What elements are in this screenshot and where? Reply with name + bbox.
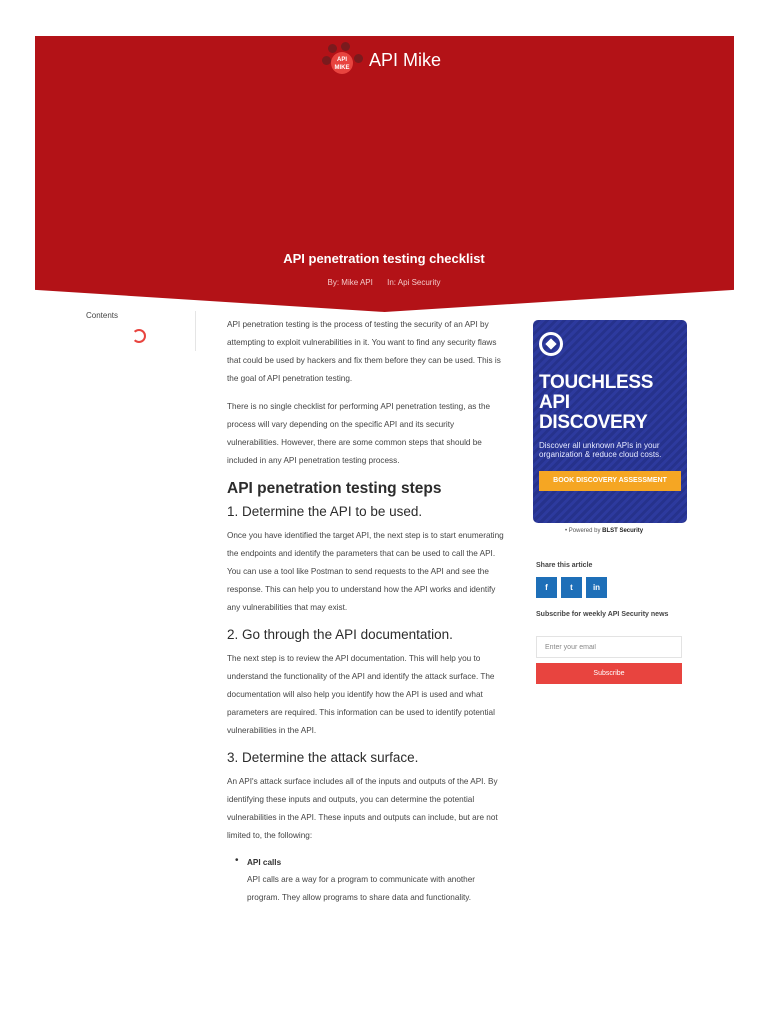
page-title: API penetration testing checklist: [283, 251, 485, 266]
step-heading: 1. Determine the API to be used.: [227, 504, 423, 519]
ad-headline-line: TOUCHLESS: [539, 372, 654, 393]
toc-title: Contents: [86, 311, 119, 320]
post-author[interactable]: By: Mike API: [327, 278, 373, 287]
list-item: [235, 855, 505, 907]
logo-dot-icon: [322, 56, 331, 65]
facebook-icon: f: [545, 583, 548, 592]
logo-dot-icon: [341, 42, 350, 51]
step-heading: 3. Determine the attack surface.: [227, 750, 419, 765]
ad-headline-line: API: [539, 392, 570, 413]
twitter-icon: t: [570, 583, 573, 592]
article-paragraph: API penetration testing is the process of testing the security of an API by attempting to exploit vulnerabilities in it. You want to find any security flaws that could be used by hackers and fix them before they can be used. This is the goal of API penetration testing.: [227, 320, 501, 383]
blst-logo-icon: [539, 332, 563, 356]
article-body: [227, 316, 505, 907]
book-assessment-button[interactable]: BOOK DISCOVERY ASSESSMENT: [539, 471, 681, 491]
subscribe-title: Subscribe for weekly API Security news: [536, 611, 669, 618]
article-paragraph: An API's attack surface includes all of the inputs and outputs of the API. By identifying these inputs and outputs, you can determine the potential vulnerabilities in the API. These inputs and outputs can include, but are not limited to, the following:: [227, 777, 498, 840]
logo-dot-icon: [354, 54, 363, 63]
loading-spinner-icon: [132, 329, 146, 343]
logo-badge: API MIKE: [331, 52, 353, 74]
linkedin-share-button[interactable]: [586, 577, 607, 598]
ad-headline-line: DISCOVERY: [539, 412, 648, 433]
linkedin-icon: in: [592, 583, 601, 592]
ad-powered-by: [565, 528, 643, 534]
twitter-share-button[interactable]: [561, 577, 582, 598]
article-paragraph: There is no single checklist for performing API penetration testing, as the process will vary depending on the specific API and its security vulnerabilities. However, there are some common steps that should be included in any API penetration testing process.: [227, 402, 491, 465]
logo-dot-icon: [328, 44, 337, 53]
share-buttons: [536, 577, 607, 598]
email-field[interactable]: [536, 636, 682, 658]
powered-prefix: • Powered by: [565, 528, 601, 534]
share-title: Share this article: [536, 562, 593, 569]
list-item-text: API calls are a way for a program to communicate with another program. They allow programs to share data and functionality.: [247, 875, 475, 902]
table-of-contents: [86, 311, 196, 351]
site-brand[interactable]: [322, 42, 441, 78]
site-logo: [322, 42, 364, 78]
article-paragraph: Once you have identified the target API, the next step is to start enumerating the endpoints and identify the parameters that can be used to call the API. You can use a tool like Postman to send requests to the API and see the response. This can help you to understand how the API works and identify any vulnerabilities that may exist.: [227, 531, 504, 612]
attack-surface-list: [235, 855, 505, 907]
article-paragraph: The next step is to review the API documentation. This will help you to understand the functionality of the API and identify the attack surface. The documentation will also help you identify how the API is used and what parameters are required. This information can be used to identify potential vulnerabilities in the API.: [227, 654, 495, 735]
ad-subtext: Discover all unknown APIs in your organization & reduce cloud costs.: [539, 441, 662, 459]
ad-headline: [539, 373, 681, 433]
section-heading: API penetration testing steps: [227, 480, 442, 497]
list-item-title: • API calls: [247, 858, 282, 867]
ad-banner[interactable]: [533, 320, 687, 523]
post-category[interactable]: In: Api Security: [387, 278, 441, 287]
step-heading: 2. Go through the API documentation.: [227, 627, 453, 642]
site-name[interactable]: API Mike: [369, 49, 442, 70]
post-meta: [0, 278, 768, 287]
powered-brand[interactable]: BLST Security: [602, 528, 644, 534]
subscribe-button[interactable]: Subscribe: [536, 663, 682, 684]
facebook-share-button[interactable]: [536, 577, 557, 598]
